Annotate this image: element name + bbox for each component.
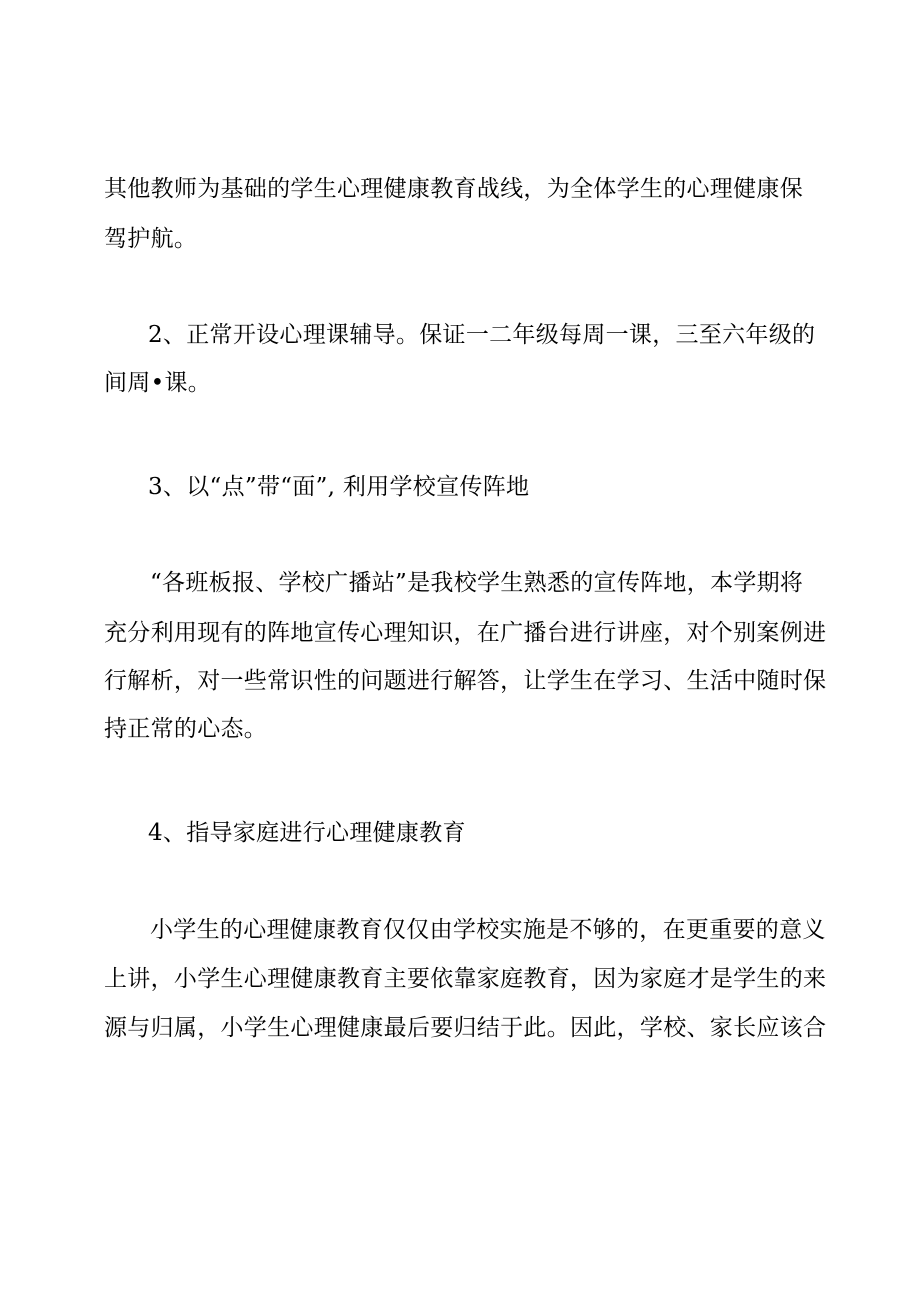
paragraph-1-line-1: 其他教师为基础的学生心理健康教育战线，为全体学生的心理健康保 bbox=[104, 176, 803, 202]
paragraph-1-line-2: 驾护航。 bbox=[104, 226, 198, 252]
paragraph-3-heading: 3、以“点”带“面”, 利用学校宣传阵地 bbox=[148, 474, 530, 500]
paragraph-5-heading: 4、指导家庭进行心理健康教育 bbox=[148, 820, 466, 846]
paragraph-6-line-1: 小学生的心理健康教育仅仅由学校实施是不够的，在更重要的意义 bbox=[150, 917, 826, 943]
paragraph-2-line-1: 2、正常开设心理课辅导。保证一二年级每周一课，三至六年级的 bbox=[148, 322, 816, 348]
paragraph-4-line-1: “各班板报、学校广播站”是我校学生熟悉的宣传阵地，本学期将 bbox=[150, 570, 804, 596]
paragraph-6-line-2: 上讲，小学生心理健康教育主要依靠家庭教育，因为家庭才是学生的来 bbox=[104, 966, 827, 992]
paragraph-4-line-4: 持正常的心态。 bbox=[104, 716, 268, 742]
paragraph-2-line-2: 间周•课。 bbox=[104, 370, 212, 396]
paragraph-6-line-3: 源与归属，小学生心理健康最后要归结于此。因此，学校、家长应该合 bbox=[104, 1015, 827, 1041]
paragraph-4-line-2: 充分利用现有的阵地宣传心理知识，在广播台进行讲座，对个别案例进 bbox=[104, 620, 827, 646]
paragraph-4-line-3: 行解析，对一些常识性的问题进行解答，让学生在学习、生活中随时保 bbox=[104, 668, 827, 694]
